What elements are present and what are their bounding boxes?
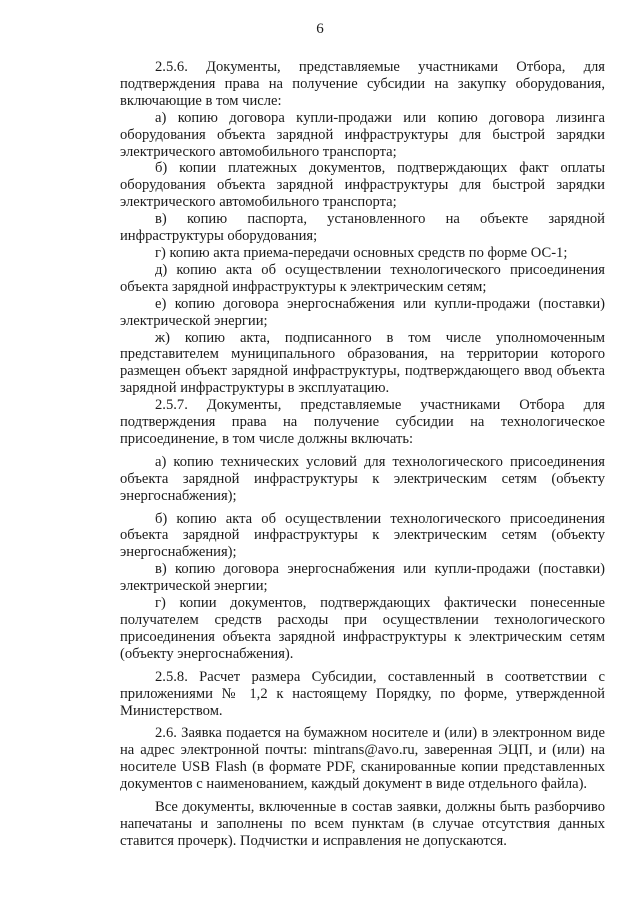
item-d-connection-act: д) копию акта об осуществлении технологического присоединения объекта зарядной инфраструктуры к электрическим сетям;: [120, 261, 605, 295]
item-zh-commissioning-act: ж) копию акта, подписанного в том числе уполномоченным представителем муниципального образования, на территории которого размещен объект зарядной инфраструктуры, подтверждающего ввод объекта зарядной инфраструктуры в эксплуатацию.: [120, 329, 605, 397]
item-a-purchase-contract: а) копию договора купли-продажи или копию договора лизинга оборудования объекта зарядной инфраструктуры для быстрой зарядки электрического автомобильного транспорта;: [120, 109, 605, 160]
item-v-energy-contract: в) копию договора энергоснабжения или купли-продажи (поставки) электрической энергии;: [120, 561, 605, 595]
item-b-payment-documents: б) копии платежных документов, подтверждающих факт оплаты оборудования объекта зарядной инфраструктуры для быстрой зарядки электрического автомобильного транспорта;: [120, 160, 605, 211]
document-body: [120, 59, 605, 850]
paragraph-2-5-8: 2.5.8. Расчет размера Субсидии, составленный в соответствии с приложениями № 1,2 к настоящему Порядку, по форме, утвержденной Министерством.: [120, 668, 605, 719]
paragraph-2-6: 2.6. Заявка подается на бумажном носителе и (или) в электронном виде на адрес электронной почты: mintrans@avo.ru, заверенная ЭЦП, и (или) на носителе USB Flash (в формате PDF, сканированные копии представленных документов с наименованием, каждый документ в виде отдельного файла).: [120, 725, 605, 793]
item-a-technical-conditions: а) копию технических условий для технологического присоединения объекта зарядной инфраструктуры к электрическим сетям (объекту энергоснабжения);: [120, 453, 605, 504]
item-v-equipment-passport: в) копию паспорта, установленного на объекте зарядной инфраструктуры оборудования;: [120, 211, 605, 245]
item-g-expense-documents: г) копии документов, подтверждающих фактически понесенные получателем средств расходы при осуществлении технологического присоединения объекта зарядной инфраструктуры к электрическим сетям (объекту энергоснабжения).: [120, 595, 605, 662]
item-e-energy-contract: е) копию договора энергоснабжения или купли-продажи (поставки) электрической энергии;: [120, 295, 605, 329]
paragraph-all-documents: Все документы, включенные в состав заявки, должны быть разборчиво напечатаны и заполнены по всем пунктам (в случае отсутствия данных ставится прочерк). Подчистки и исправления не допускаются.: [120, 799, 605, 849]
paragraph-2-5-7: 2.5.7. Документы, представляемые участниками Отбора для подтверждения права на получение субсидии на технологическое присоединение, в том числе должны включать:: [120, 397, 605, 447]
paragraph-2-5-6: 2.5.6. Документы, представляемые участниками Отбора, для подтверждения права на получение субсидии на закупку оборудования, включающие в том числе:: [120, 59, 605, 109]
page-number: 6: [316, 21, 324, 37]
item-g-acceptance-act: г) копию акта приема-передачи основных средств по форме ОС-1;: [155, 244, 568, 261]
item-b-connection-act: б) копию акта об осуществлении технологического присоединения объекта зарядной инфраструктуры к электрическим сетям (объекту энергоснабжения);: [120, 510, 605, 561]
